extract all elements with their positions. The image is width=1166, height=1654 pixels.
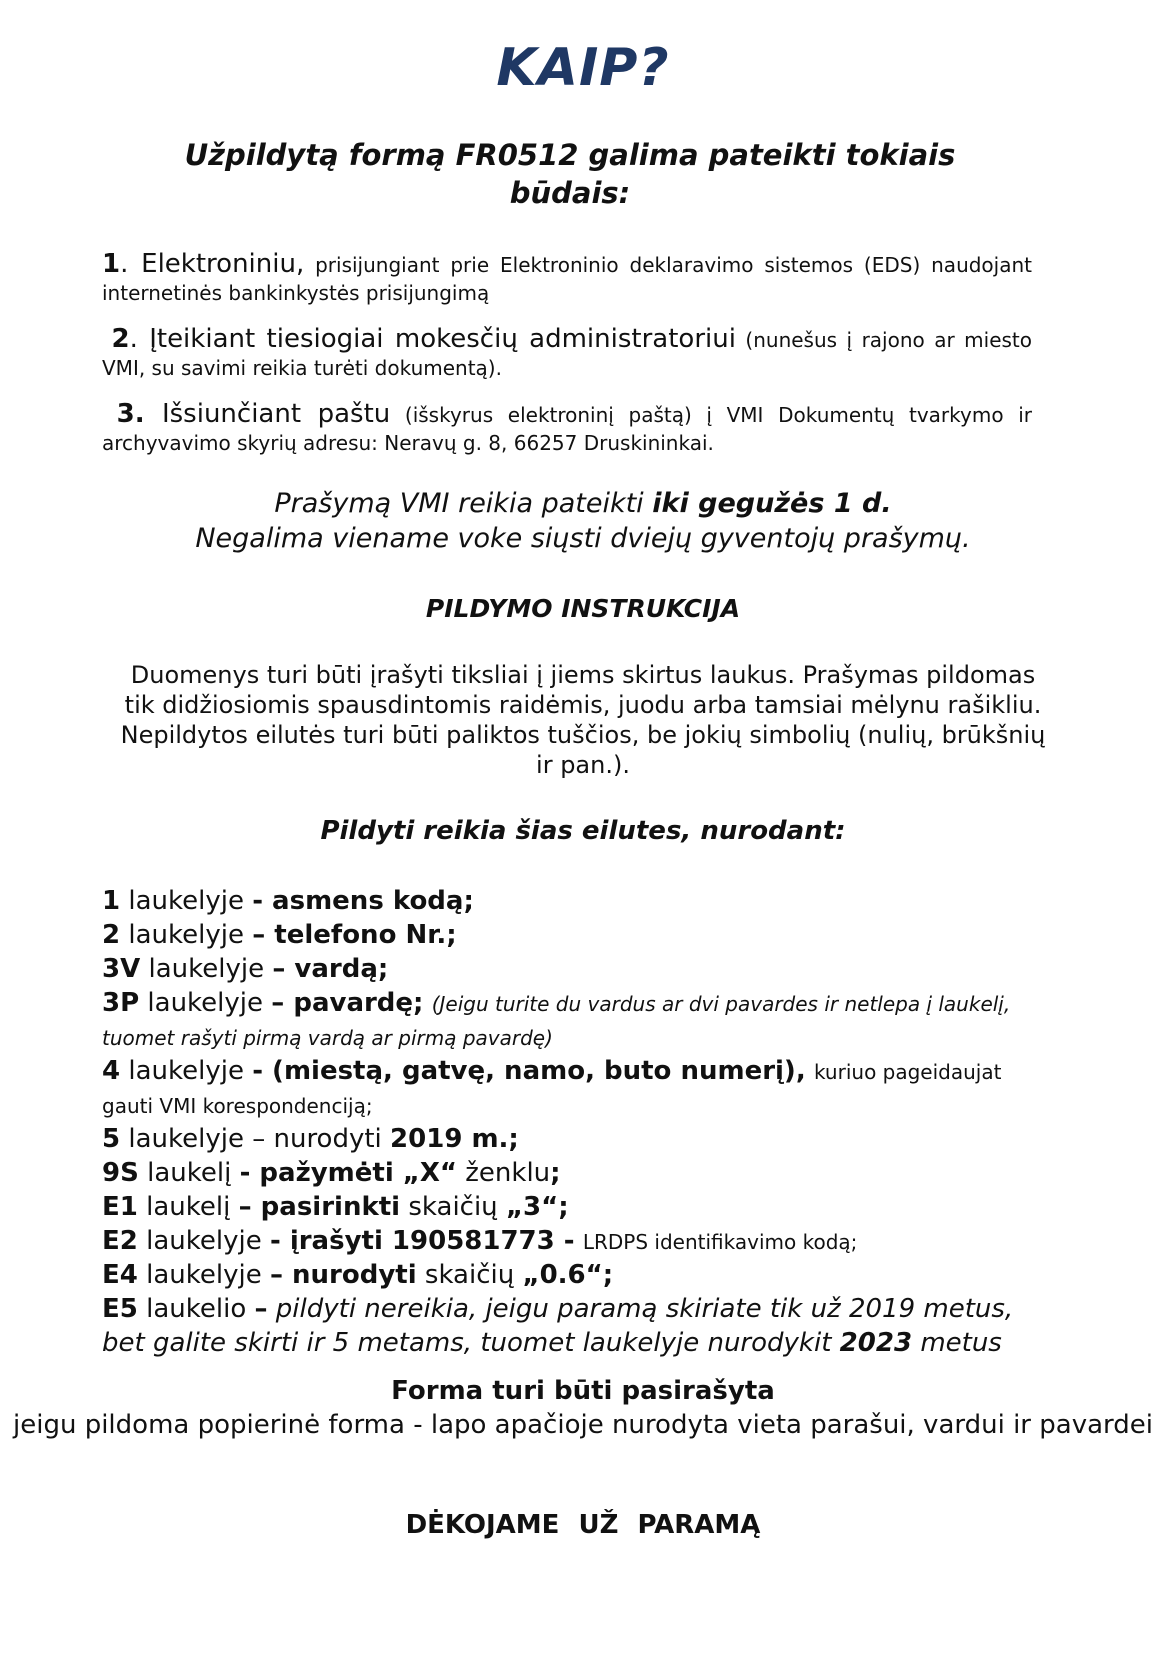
field-row-1 xyxy=(102,884,1032,918)
method-lead: Elektroniniu, xyxy=(141,249,305,279)
field-tail: skaičių xyxy=(424,1260,515,1290)
field-row-e4 xyxy=(102,1258,1032,1292)
submission-methods xyxy=(102,250,1032,475)
deadline-date: iki gegužės 1 d. xyxy=(652,488,892,519)
field-code: 3P xyxy=(102,988,140,1018)
field-code: 2 xyxy=(102,920,121,950)
field-note-end: metus xyxy=(920,1328,1002,1358)
method-lead: Išsiunčiant paštu xyxy=(161,399,391,429)
field-end: „0.6“; xyxy=(522,1260,614,1290)
field-word: laukelyje xyxy=(146,1260,262,1290)
method-text: prisijungiant prie Elektroninio deklaravimo sistemos (EDS) naudojant internetinės bankinkystės prisijungimą xyxy=(102,253,1032,305)
field-value: – xyxy=(254,1294,268,1324)
field-tail: skaičių xyxy=(408,1192,498,1222)
field-value: - asmens kodą; xyxy=(252,886,474,916)
fill-fields-title: Pildyti reikia šias eilutes, nurodant: xyxy=(320,816,846,846)
field-note: kuriuo pageidaujat gauti VMI korespondenciją; xyxy=(102,1060,1002,1118)
field-value: – vardą; xyxy=(272,954,389,984)
field-row-e2 xyxy=(102,1224,1032,1258)
field-word: laukelyje xyxy=(128,920,244,950)
thanks-note: DĖKOJAME UŽ PARAMĄ xyxy=(405,1510,761,1540)
field-word: laukelyje xyxy=(146,1226,262,1256)
field-code: 3V xyxy=(102,954,141,984)
method-lead: Įteikiant tiesiogiai mokesčių administratoriui xyxy=(149,324,736,354)
instructions-text: Duomenys turi būti įrašyti tiksliai į jiems skirtus laukus. Prašymas pildomas tik didžiosiomis spausdintomis raidėmis, juodu arba tamsiai mėlynu rašikliu. Nepildytos eilutės turi būti paliktos tuščios, be jokių simbolių (nulių, brūkšnių ir pan.). xyxy=(120,661,1046,779)
field-word: laukelyje xyxy=(128,1124,244,1154)
method-number: 2 xyxy=(111,324,130,354)
field-row-9s xyxy=(102,1156,1032,1190)
field-code: E5 xyxy=(102,1294,138,1324)
field-tail: ženklu xyxy=(465,1158,551,1188)
field-word: laukelį xyxy=(147,1158,232,1188)
deadline-text: Prašymą VMI reikia pateikti xyxy=(274,488,644,519)
page-title: KAIP? xyxy=(496,38,670,98)
field-value: – pavardę; xyxy=(271,988,424,1018)
method-item: 2. Įteikiant tiesiogiai mokesčių administratoriui (nunešus į rajono ar miesto VMI, su savimi reikia turėti dokumentą). xyxy=(102,324,1032,380)
field-code: 9S xyxy=(102,1158,139,1188)
method-number: 3 xyxy=(116,399,135,429)
field-code: E1 xyxy=(102,1192,138,1222)
field-end: „3“; xyxy=(505,1192,569,1222)
deadline-note xyxy=(0,486,1166,556)
signature-text: jeigu pildoma popierinė forma - lapo apačioje nurodyta vieta parašui, vardui ir pavardei xyxy=(13,1410,1153,1440)
field-row-5 xyxy=(102,1122,1032,1156)
field-code: E4 xyxy=(102,1260,138,1290)
field-row-2 xyxy=(102,918,1032,952)
method-item: 1. Elektroniniu, prisijungiant prie Elektroninio deklaravimo sistemos (EDS) naudojant internetinės bankinkystės prisijungimą xyxy=(102,249,1032,305)
field-row-4 xyxy=(102,1054,1032,1122)
field-note: LRDPS identifikavimo kodą; xyxy=(582,1230,858,1254)
field-mid: – nurodyti xyxy=(252,1124,382,1154)
envelope-warning: Negalima viename voke siųsti dviejų gyventojų prašymų. xyxy=(195,523,971,554)
signature-note xyxy=(0,1374,1166,1442)
field-value: - pažymėti „X“ xyxy=(239,1158,457,1188)
subtitle: Užpildytą formą FR0512 galima pateikti tokiais būdais: xyxy=(184,138,956,210)
field-code: E2 xyxy=(102,1226,138,1256)
field-list xyxy=(102,884,1032,1360)
field-word: laukelyje xyxy=(148,954,265,984)
field-word: laukelyje xyxy=(128,886,244,916)
field-code: 1 xyxy=(102,886,121,916)
field-row-e1 xyxy=(102,1190,1032,1224)
signature-title: Forma turi būti pasirašyta xyxy=(391,1376,775,1406)
field-value: – telefono Nr.; xyxy=(252,920,457,950)
field-row-e5 xyxy=(102,1292,1032,1360)
field-end: ; xyxy=(550,1158,561,1188)
field-word: laukelyje xyxy=(128,1056,244,1086)
field-word: laukelį xyxy=(146,1192,231,1222)
field-code: 4 xyxy=(102,1056,121,1086)
field-row-3v xyxy=(102,952,1032,986)
method-text: (išskyrus elektroninį paštą) į VMI Dokumentų tvarkymo ir archyvavimo skyrių adresu: Neravų g. 8, 66257 Druskininkai. xyxy=(102,403,1033,455)
field-code: 5 xyxy=(102,1124,121,1154)
field-note: pildyti nereikia, jeigu paramą skiriate tik už 2019 metus, bet galite skirti ir 5 metams, tuomet laukelyje nurodykit xyxy=(102,1294,1014,1358)
field-word: laukelyje xyxy=(147,988,264,1018)
method-number: 1 xyxy=(102,249,121,279)
field-note: (Jeigu turite du vardus ar dvi pavardes ir netlepa į laukelį, tuomet rašyti pirmą vardą ar pirmą pavardę) xyxy=(102,992,1011,1050)
field-row-3p xyxy=(102,986,1032,1054)
field-value: – pasirinkti xyxy=(238,1192,401,1222)
field-value: - įrašyti 190581773 - xyxy=(269,1226,575,1256)
field-value: 2019 m.; xyxy=(390,1124,519,1154)
field-note-year: 2023 xyxy=(839,1328,913,1358)
method-text: (nunešus į rajono ar miesto VMI, su savimi reikia turėti dokumentą). xyxy=(102,328,1032,380)
method-item: 3. Išsiunčiant paštu (išskyrus elektroninį paštą) į VMI Dokumentų tvarkymo ir archyvavimo skyrių adresu: Neravų g. 8, 66257 Druskininkai. xyxy=(102,399,1033,455)
field-value: – nurodyti xyxy=(269,1260,417,1290)
field-word: laukelio xyxy=(146,1294,247,1324)
instructions-title: PILDYMO INSTRUKCIJA xyxy=(425,594,741,623)
field-value: - (miestą, gatvę, namo, buto numerį), xyxy=(252,1056,806,1086)
